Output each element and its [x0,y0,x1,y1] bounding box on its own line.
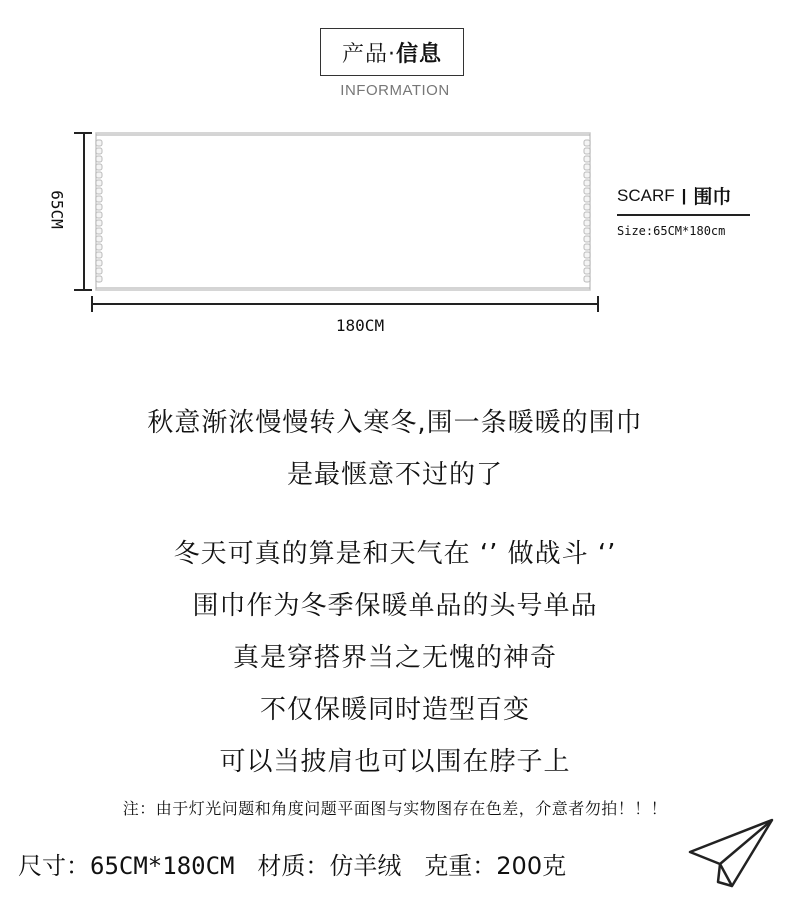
size-value: 65CM*180CM [90,852,235,880]
body-line: 真是穿搭界当之无愧的神奇 [232,643,557,673]
scarf-diagram [0,0,790,340]
material-value: 仿羊绒 [329,852,402,880]
title-bold: 信息 [395,41,442,67]
paper-plane-icon [684,812,776,892]
product-tag [617,182,757,238]
intro-line-1: 秋意渐浓慢慢转入寒冬,围一条暖暖的围巾 [147,408,643,438]
scarf-outline [96,133,590,290]
material-label: 材质： [257,852,330,880]
width-label: 180CM [335,316,385,335]
tag-name-cn: 围巾 [693,187,732,208]
color-disclaimer: 注：由于灯光问题和角度问题平面图与实物图存在色差，介意者勿拍！！！ [122,799,668,818]
spec-line [18,846,566,881]
weight-value: 200克 [496,852,567,880]
intro-line-2: 是最惬意不过的了 [286,460,503,490]
tag-size: Size:65CM*180cm [617,224,726,238]
height-label: 65CM [47,190,67,229]
tag-separator: | [681,185,687,205]
title-light: 产品· [341,41,396,67]
title-subtitle: INFORMATION [340,82,450,99]
tag-name-en: SCARF [617,185,675,205]
body-line: 围巾作为冬季保暖单品的头号单品 [192,591,598,621]
body-line: 冬天可真的算是和天气在 ‘’ 做战斗 ‘’ [173,539,617,569]
body-line: 不仅保暖同时造型百变 [259,695,530,725]
body-line: 可以当披肩也可以围在脖子上 [219,747,571,777]
size-label: 尺寸： [18,852,90,880]
weight-label: 克重： [424,852,497,880]
